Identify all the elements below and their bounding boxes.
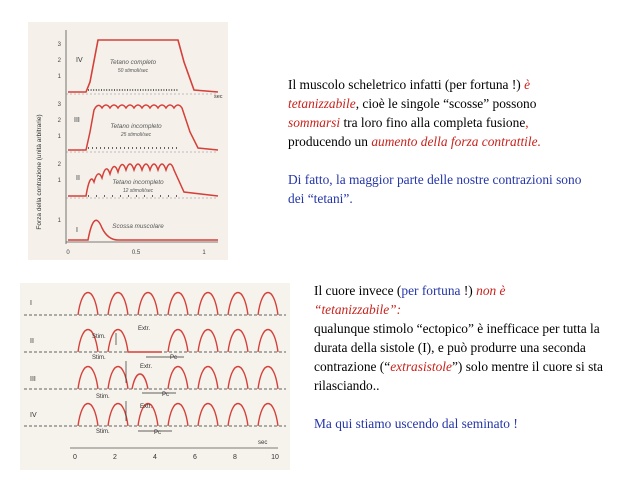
panel-iv-label: Tetano completo [109, 59, 157, 66]
panel-iii-roman: III [74, 117, 80, 124]
svg-text:3: 3 [57, 102, 61, 108]
row-iii: III [30, 376, 36, 383]
svg-text:1: 1 [57, 74, 61, 80]
panel-iv-sub: 50 stimoli/sec [117, 68, 149, 74]
skeletal-muscle-text [288, 75, 628, 208]
stim-label-1: Stim. [92, 334, 106, 340]
text-bottom-line1: Il cuore invece ( [314, 283, 402, 298]
stim-label-2: Stim. [92, 355, 106, 361]
xtick-1: 1 [202, 250, 206, 256]
extr-label-2: Extr. [140, 364, 153, 370]
text-bottom-tetanizzabile: “tetanizzabile”: [314, 302, 402, 317]
text-bottom-paragraph2: Ma qui stiamo uscendo dal seminato ! [314, 416, 518, 431]
bx-2: 2 [113, 454, 117, 461]
bx-6: 6 [193, 454, 197, 461]
svg-text:3: 3 [57, 42, 61, 48]
cardiac-text [314, 281, 624, 433]
panel-iv-roman: IV [76, 57, 83, 64]
text-top-line1: Il muscolo scheletrico infatti (per fortuna !) [288, 77, 525, 92]
bottom-sec-label: sec [258, 440, 268, 446]
pc-label-3: Pc [154, 430, 162, 436]
text-bottom-extrasistole: extrasistole [390, 359, 452, 374]
bx-8: 8 [233, 454, 237, 461]
bx-10: 10 [271, 454, 279, 461]
text-bottom-per-fortuna: per fortuna [401, 283, 461, 298]
panel-ii-roman: II [76, 175, 80, 182]
text-bottom-excl: !) [460, 283, 477, 298]
row-i: I [30, 300, 32, 307]
panel-ii-sub: 12 stimoli/sec [122, 188, 154, 194]
text-top-line3: tra loro fino alla completa fusione [340, 115, 526, 130]
bx-4: 4 [153, 454, 157, 461]
text-top-line2: , cioè le singole “scosse” possono [355, 96, 537, 111]
text-top-comma: , [525, 115, 529, 130]
row-ii: II [30, 338, 34, 345]
text-top-e: è [524, 77, 531, 92]
svg-text:2: 2 [57, 118, 61, 124]
force-axis-label: Forza della contrazione (unità arbitrarie) [36, 114, 43, 230]
text-top-line4: producendo un [288, 134, 372, 149]
svg-text:2: 2 [57, 162, 61, 168]
svg-text:1: 1 [57, 178, 61, 184]
skeletal-muscle-tetanus-figure [28, 22, 228, 260]
text-bottom-non-e: non è [476, 283, 506, 298]
svg-text:2: 2 [57, 58, 61, 64]
svg-text:1: 1 [57, 218, 61, 224]
text-top-aumento: aumento della forza contrattile. [371, 134, 541, 149]
panel-i-roman: I [76, 227, 78, 234]
stim-label-4: Stim. [96, 429, 110, 435]
cardiac-extrasystole-figure [20, 283, 290, 470]
text-bottom-body: qualunque stimolo “ectopico” è inefficace per tutta la durata della sistole (I), e può produrre una seconda contrazione (“ [314, 321, 600, 374]
panel-i-label: Scossa muscolare [112, 223, 164, 230]
extr-label-1: Extr. [138, 326, 151, 332]
text-top-tetanizzabile: tetanizzabile [288, 96, 356, 111]
panel-iii-sub: 25 stimoli/sec [120, 132, 152, 138]
extr-label-3: Extr. [140, 404, 153, 410]
pc-label-2: Pc [162, 392, 170, 398]
text-top-paragraph2: Di fatto, la maggior parte delle nostre contrazioni sono dei “tetani”. [288, 172, 582, 206]
pc-label-1: Pc [170, 355, 178, 361]
svg-text:1: 1 [57, 134, 61, 140]
xtick-0: 0 [66, 250, 70, 256]
text-top-sommarsi: sommarsi [288, 115, 341, 130]
text-bottom-body-end: ”) solo mentre il cuore si sta rilasciando.. [314, 359, 603, 393]
row-iv: IV [30, 412, 37, 419]
panel-ii-label: Tetano incompleto [112, 179, 164, 186]
bx-0: 0 [73, 454, 77, 461]
xtick-05: 0.5 [131, 250, 141, 256]
panel-iii-label: Tetano incompleto [110, 123, 162, 130]
sec-label-top: sec [214, 94, 223, 100]
stim-label-3: Stim. [96, 394, 110, 400]
